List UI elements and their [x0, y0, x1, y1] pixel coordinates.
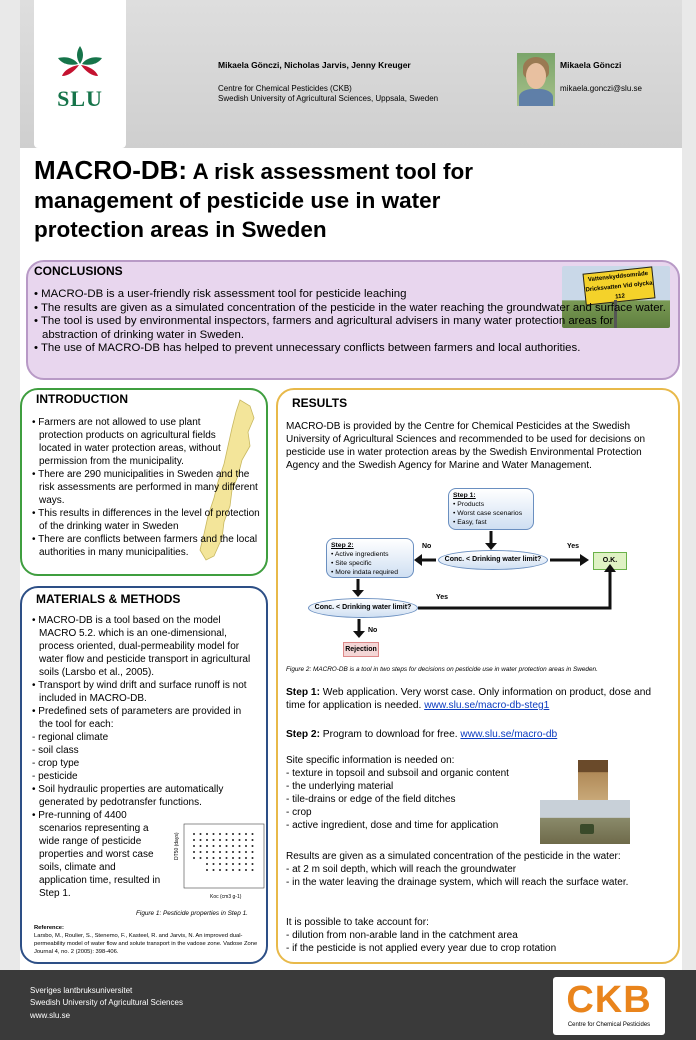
- decision2: Conc. < Drinking water limit?: [308, 598, 418, 618]
- methods-item: • Transport by wind drift and surface runoff is not included in MACRO-DB.: [32, 680, 247, 704]
- account-intro: It is possible to take account for:: [286, 917, 429, 928]
- authors: Mikaela Gönczi, Nicholas Jarvis, Jenny Kreuger: [218, 60, 411, 70]
- scatter-point: [226, 833, 228, 835]
- scatter-point: [219, 851, 221, 853]
- reference-text: Larsbo, M., Roulier, S., Stenemo, F., Kasteel, R. and Jarvis, N. An improved dual-permeability model of water flow and solute transport in the vadose zone. Vadose Zone Journal 4, no. 2 (2005): 398-406.: [34, 933, 258, 955]
- scatter-point: [206, 839, 208, 841]
- param-item: - pesticide: [32, 771, 78, 782]
- conclusion-item: • The results are given as a simulated concentration of the pesticide in the water reaching the groundwater and surface water.: [34, 301, 666, 314]
- step1-label: Step 1:: [286, 687, 320, 698]
- step2-title: Step 2:: [331, 542, 354, 549]
- conclusion-item: • The tool is used by environmental inspectors, farmers and agricultural advisers in many water protection areas for abstraction of drinking water in Sweden.: [34, 315, 614, 341]
- scatter-point: [252, 863, 254, 865]
- intro-item: • This results in differences in the level of protection of the drinking water in Sweden: [32, 508, 260, 532]
- scatter-point: [232, 863, 234, 865]
- slu-leaf-icon: [54, 44, 106, 84]
- scatter-point: [245, 851, 247, 853]
- scatter-point: [206, 857, 208, 859]
- results-output-intro: Results are given as a simulated concentration of the pesticide in the water:: [286, 851, 621, 862]
- scatter-point: [213, 863, 215, 865]
- methods-item: • MACRO-DB is a tool based on the model MACRO 5.2. which is an one-dimensional, process oriented, dual-permeability model for water flow and pesticide transport in agricultural soils (Larsbo et al., 2005).: [32, 615, 251, 678]
- step2-item: • Site specific: [331, 560, 372, 567]
- scatter-point: [219, 839, 221, 841]
- pesticide-property-plot: [170, 820, 266, 910]
- param-item: - soil class: [32, 745, 79, 756]
- site-item: - tile-drains or edge of the field ditches: [286, 794, 456, 805]
- figure2-caption: Figure 2: MACRO-DB is a tool in two steps for decisions on pesticide use in water protection areas in Sweden.: [286, 666, 598, 673]
- reference-heading: Reference:: [34, 925, 64, 931]
- scatter-point: [239, 845, 241, 847]
- slu-logo-text: SLU: [57, 86, 103, 111]
- ckb-logo: [553, 977, 665, 1035]
- rejection-box: Rejection: [343, 642, 379, 657]
- scatter-point: [200, 851, 202, 853]
- account-item: - if the pesticide is not applied every year due to crop rotation: [286, 943, 557, 954]
- intro-item: • Farmers are not allowed to use plant protection products on agricultural fields located in water protection areas, without permission from the municipality.: [32, 417, 221, 467]
- conclusions-heading: CONCLUSIONS: [34, 264, 123, 278]
- results-output-item: - at 2 m soil depth, which will reach the groundwater: [286, 864, 517, 875]
- scatter-point: [213, 839, 215, 841]
- scatter-point: [200, 845, 202, 847]
- slu-logo: [34, 0, 126, 148]
- footer-line-2: Swedish University of Agricultural Sciences: [30, 998, 183, 1007]
- scatter-point: [193, 833, 195, 835]
- conclusions-list: [34, 288, 666, 356]
- scatter-point: [226, 845, 228, 847]
- left-margin: [0, 0, 20, 970]
- scatter-point: [232, 839, 234, 841]
- step1-item: • Products: [453, 501, 485, 508]
- step2-label: Step 2:: [286, 729, 320, 740]
- sign-text: Vattenskyddsområde Dricksvatten Vid olycka 112: [583, 266, 656, 305]
- scatter-point: [232, 833, 234, 835]
- methods-item: • Pre-running of 4400 scenarios representing a wide range of pesticide properties and worst case soils, climate and application time, resulted in Step 1.: [32, 810, 161, 899]
- title-line-1: A risk assessment tool for: [187, 159, 474, 184]
- site-item: - crop: [286, 807, 312, 818]
- scatter-point: [245, 857, 247, 859]
- scatter-point: [239, 839, 241, 841]
- step1-item: • Easy, fast: [453, 519, 487, 526]
- scatter-point: [200, 857, 202, 859]
- plot-x-label: Koc (cm3 g-1): [210, 894, 242, 900]
- results-output-item: - in the water leaving the drainage system, which will reach the surface water.: [286, 877, 629, 888]
- scatter-point: [245, 845, 247, 847]
- scatter-point: [193, 857, 195, 859]
- ckb-logo-text: CKB: [566, 979, 652, 1021]
- ok-box: O.K.: [593, 552, 627, 570]
- scatter-point: [193, 851, 195, 853]
- affiliation-line-1: Centre for Chemical Pesticides (CKB): [218, 84, 352, 93]
- scatter-point: [206, 845, 208, 847]
- author-photo: [517, 53, 555, 106]
- title-line-3: protection areas in Sweden: [34, 217, 327, 242]
- scatter-point: [252, 869, 254, 871]
- scatter-point: [206, 851, 208, 853]
- step1-link[interactable]: www.slu.se/macro-db-steg1: [424, 700, 550, 711]
- param-item: - crop type: [32, 758, 80, 769]
- scatter-point: [219, 869, 221, 871]
- site-info: [286, 754, 586, 832]
- scatter-point: [252, 845, 254, 847]
- site-item: - active ingredient, dose and time for application: [286, 820, 499, 831]
- scatter-point: [213, 845, 215, 847]
- methods-item: • Soil hydraulic properties are automatically generated by pedotransfer functions.: [32, 784, 224, 808]
- right-margin: [682, 0, 696, 970]
- scatter-point: [226, 869, 228, 871]
- contact-email: mikaela.gonczi@slu.se: [560, 84, 642, 93]
- scatter-point: [219, 857, 221, 859]
- scatter-point: [245, 863, 247, 865]
- footer-url[interactable]: www.slu.se: [30, 1011, 71, 1020]
- conclusion-item: • MACRO-DB is a user-friendly risk assessment tool for pesticide leaching: [34, 288, 407, 300]
- scatter-point: [200, 833, 202, 835]
- scatter-point: [239, 869, 241, 871]
- step2-item: • Active ingredients: [331, 551, 389, 558]
- poster-title: [34, 156, 674, 244]
- step2-link[interactable]: www.slu.se/macro-db: [460, 729, 558, 740]
- scatter-point: [232, 869, 234, 871]
- yes-label-1: Yes: [567, 543, 580, 550]
- param-item: - regional climate: [32, 732, 109, 743]
- scatter-point: [226, 839, 228, 841]
- methods-item: • Predefined sets of parameters are provided in the tool for each:: [32, 706, 242, 730]
- account-info: [286, 916, 672, 955]
- introduction-heading: INTRODUCTION: [36, 392, 128, 406]
- scatter-point: [219, 845, 221, 847]
- scatter-point: [213, 833, 215, 835]
- site-item: - texture in topsoil and subsoil and organic content: [286, 768, 509, 779]
- site-item: - the underlying material: [286, 781, 394, 792]
- plot-y-label: DT50 (days): [174, 832, 180, 860]
- step2-text: Program to download for free.: [319, 729, 461, 740]
- scatter-point: [232, 845, 234, 847]
- title-line-2: management of pesticide use in water: [34, 188, 441, 213]
- scatter-point: [239, 851, 241, 853]
- intro-item: • There are conflicts between farmers and the local authorities in many municipalities.: [32, 534, 258, 558]
- results-heading: RESULTS: [292, 396, 348, 410]
- scatter-point: [232, 851, 234, 853]
- scatter-point: [252, 857, 254, 859]
- introduction-list: [32, 416, 264, 559]
- affiliation-line-2: Swedish University of Agricultural Sciences, Uppsala, Sweden: [218, 94, 439, 103]
- scatter-point: [206, 869, 208, 871]
- scatter-point: [226, 863, 228, 865]
- scatter-point: [226, 851, 228, 853]
- title-acronym: MACRO-DB:: [34, 155, 188, 185]
- step1-title: Step 1:: [453, 492, 476, 499]
- scatter-point: [245, 833, 247, 835]
- scatter-point: [252, 851, 254, 853]
- account-item: - dilution from non-arable land in the catchment area: [286, 930, 518, 941]
- scatter-point: [213, 851, 215, 853]
- reference: [34, 924, 264, 956]
- contact-name: Mikaela Gönczi: [560, 60, 622, 70]
- scatter-point: [193, 845, 195, 847]
- scatter-point: [232, 857, 234, 859]
- yes-label-2: Yes: [436, 594, 449, 601]
- flowchart-arrows: [300, 480, 640, 660]
- step1-description: [286, 686, 672, 712]
- scatter-point: [200, 839, 202, 841]
- scatter-point: [239, 863, 241, 865]
- methods-heading: MATERIALS & METHODS: [36, 592, 181, 606]
- site-intro: Site specific information is needed on:: [286, 755, 455, 766]
- step2-description: [286, 728, 672, 741]
- scatter-point: [226, 857, 228, 859]
- results-output: [286, 850, 672, 889]
- decision1: Conc. < Drinking water limit?: [438, 550, 548, 570]
- results-intro: MACRO-DB is provided by the Centre for Chemical Pesticides at the Swedish University of Agricultural Sciences and recommended to be used for decisions on pesticide use in water protection areas by the Swedish Environmental Protection Agency and the Swedish Agency for Marine and Water Management.: [286, 421, 646, 471]
- scatter-point: [219, 863, 221, 865]
- step1-item: • Worst case scenarios: [453, 510, 523, 517]
- scatter-point: [252, 839, 254, 841]
- step2-item: • More indata required: [331, 569, 398, 576]
- step1-text: Web application. Very worst case. Only information on product, dose and time for application is needed.: [286, 687, 652, 711]
- no-label-2: No: [368, 627, 378, 634]
- conclusion-item: • The use of MACRO-DB has helped to prevent unnecessary conflicts between farmers and local authorities.: [34, 342, 581, 355]
- scatter-point: [252, 833, 254, 835]
- scatter-point: [239, 833, 241, 835]
- ckb-logo-subtitle: Centre for Chemical Pesticides: [567, 1022, 651, 1028]
- scatter-point: [245, 839, 247, 841]
- scatter-point: [239, 857, 241, 859]
- scatter-point: [206, 863, 208, 865]
- footer-line-1: Sveriges lantbruksuniversitet: [30, 986, 133, 995]
- scatter-point: [219, 833, 221, 835]
- scatter-point: [245, 869, 247, 871]
- figure1-caption: Figure 1: Pesticide properties in Step 1.: [136, 910, 248, 917]
- scatter-point: [213, 869, 215, 871]
- scatter-point: [193, 839, 195, 841]
- scatter-point: [206, 833, 208, 835]
- intro-item: • There are 290 municipalities in Sweden and the risk assessments are performed in many different ways.: [32, 469, 258, 506]
- scatter-point: [213, 857, 215, 859]
- no-label-1: No: [422, 543, 432, 550]
